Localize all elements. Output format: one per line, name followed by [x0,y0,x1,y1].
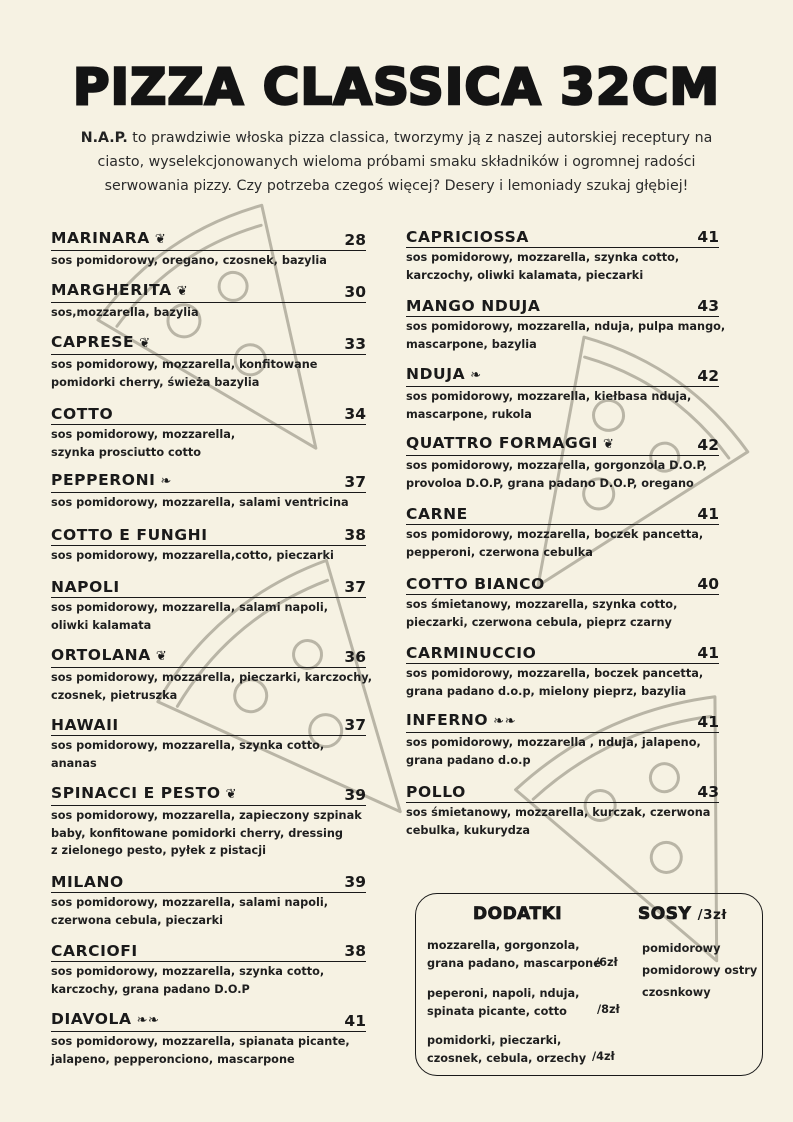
menu-item-description-line: sos pomidorowy, mozzarella, salami napoli, [51,896,329,909]
menu-item-description-line: sos pomidorowy, mozzarella, kiełbasa nduja, [406,390,692,403]
chili-icon: ❧ [470,368,482,383]
brand-name: N.A.P. [80,130,128,146]
menu-item-description-line: baby, konfitowane pomidorki cherry, dressing [51,826,344,840]
menu-item-header [406,643,719,664]
addon-price: /6zł [595,956,618,969]
menu-item-price: 38 [344,526,366,544]
menu-item-price: 42 [697,436,719,454]
menu-item-description [51,1033,366,1068]
menu-item-name [51,228,166,250]
menu-item-description-line: sos pomidorowy, mozzarella, zapieczony szpinak [51,809,362,822]
menu-item [406,227,719,284]
menu-item-description-line: pomidorki cherry, świeża bazylia [51,375,260,389]
menu-item-description [406,526,719,561]
menu-item-description [406,388,719,423]
sauces-price: /3zł [697,907,727,923]
menu-item-description-line: provoloa D.O.P, grana padano D.O.P, oregano [406,476,694,490]
menu-item-name [51,872,124,892]
menu-item-description-line: z zielonego pesto, pyłek z pistacji [51,844,266,857]
menu-item-name [51,404,113,424]
menu-item-header [51,647,366,668]
menu-item-price: 41 [697,713,719,731]
menu-item-description-line: sos pomidorowy, mozzarella, pieczarki, karczochy, [51,671,373,684]
menu-item-header [406,296,719,317]
menu-item [51,472,366,512]
menu-item-description [51,894,366,929]
menu-item-name-text: CARCIOFI [51,942,138,960]
menu-item-header [51,404,366,425]
leaf-icon: ❦ [176,284,189,299]
menu-item-price: 28 [344,231,366,249]
menu-item-price: 39 [344,786,366,804]
menu-item [406,574,719,631]
addon-group [427,1032,586,1067]
menu-item [51,646,373,704]
menu-item-description-line: pepperoni, czerwona cebulka [406,545,593,559]
menu-item-name [51,783,237,805]
menu-item-name-text: MARGHERITA [51,281,172,299]
double-chili-icon: ❧❧ [493,714,517,729]
menu-item-name [51,577,120,597]
menu-item-description-line: karczochy, grana padano D.O.P [51,982,250,996]
menu-item-name-text: CAPRICIOSSA [406,228,529,246]
menu-item-header [406,227,719,248]
menu-item-price: 40 [697,575,719,593]
menu-item-price: 43 [697,783,719,801]
leaf-icon: ❦ [155,649,168,664]
menu-item-price: 39 [344,873,366,891]
menu-item-price: 42 [697,367,719,385]
leaf-icon: ❦ [139,336,151,351]
menu-item-name [51,470,172,492]
menu-item-name [51,280,188,302]
menu-item-name [51,715,119,735]
menu-item-header [51,872,366,893]
menu-item-price: 33 [344,335,366,353]
menu-item-name-text: CAPRESE [51,333,135,351]
menu-item-description [406,318,726,353]
menu-item-description-line: sos pomidorowy, mozzarella , nduja, jalapeno, [406,736,701,749]
menu-item-name-text: COTTO [51,405,114,423]
intro-line: serwowania pizzy. Czy potrzeba czegoś więcej? Desery i lemoniady szukaj głębiej! [104,178,689,194]
menu-item [51,525,366,565]
menu-item-name [406,574,545,594]
menu-item-name [406,710,516,732]
menu-item [51,230,366,270]
menu-item-name [51,645,167,667]
menu-item [51,941,366,998]
menu-item-description [406,665,719,700]
chili-icon: ❧ [160,474,173,489]
menu-item [51,404,366,461]
menu-item-description-line: sos pomidorowy, mozzarella, salami ventricina [51,496,349,509]
sauce-item: czosnkowy [642,986,711,999]
menu-item-name-text: MARINARA [51,229,150,247]
menu-item-name [406,296,540,316]
menu-item-description-line: sos śmietanowy, mozzarella, szynka cotto, [406,598,678,611]
menu-item-description [406,804,719,839]
menu-item-description [51,547,366,565]
menu-item-name [406,643,536,663]
menu-item-description-line: sos,mozzarella, bazylia [51,306,199,319]
menu-item-description [51,669,373,704]
menu-item-header [406,782,719,803]
menu-item-description-line: sos pomidorowy, mozzarella, szynka cotto, [51,739,325,752]
menu-item-price: 34 [344,405,366,423]
menu-item-name-text: ORTOLANA [51,646,151,664]
menu-item-description-line: sos śmietanowy, mozzarella, kurczak, czerwona [406,806,711,819]
menu-item-name [406,782,466,802]
menu-item-name-text: CARMINUCCIO [406,644,537,662]
menu-item-description-line: sos pomidorowy, mozzarella, szynka cotto, [51,965,325,978]
menu-item-description-line: sos pomidorowy, mozzarella, salami napoli, [51,601,329,614]
menu-item-name [406,433,615,455]
menu-item-header [51,472,366,493]
menu-item-name-text: SPINACCI E PESTO [51,784,221,802]
menu-item-name [406,364,482,386]
menu-item-description-line: sos pomidorowy, mozzarella, gorgonzola D.O.P, [406,459,707,472]
addon-line: spinata picante, cotto [427,1004,567,1018]
menu-item-name-text: PEPPERONI [51,471,156,489]
menu-item-header [51,1011,366,1032]
menu-item-description-line: sos pomidorowy, mozzarella, boczek pancetta, [406,667,704,680]
menu-item-description [406,249,719,284]
menu-item-description-line: jalapeno, pepperonciono, mascarpone [51,1052,295,1066]
menu-item-description-line: sos pomidorowy, mozzarella,cotto, pieczarki [51,549,334,562]
addons-box [415,893,763,1076]
menu-item-description [406,457,719,492]
menu-item-name [51,1009,160,1031]
menu-item [51,785,366,860]
menu-item-name-text: MILANO [51,873,124,891]
menu-item-description-line: ananas [51,756,97,770]
menu-item-name [51,525,208,545]
addons-title: DODATKI [473,904,563,924]
double-chili-icon: ❧❧ [136,1013,160,1028]
menu-item-header [51,785,366,806]
menu-item-description-line: mascarpone, bazylia [406,337,537,351]
menu-item-description-line: oliwki kalamata [51,618,152,632]
sauces-title-text: SOSY [638,904,692,924]
menu-item-header [51,230,366,251]
addon-group [427,937,601,972]
menu-item [406,296,726,353]
menu-item-description [51,963,366,998]
intro-line: ciasto, wyselekcjonowanych wieloma próbami smaku składników i ogromnej radości [97,154,696,170]
menu-item-header [51,715,366,736]
menu-item-description-line: pieczarki, czerwona cebula, pieprz czarny [406,615,672,629]
menu-item-description [51,356,366,391]
menu-item-name-text: MANGO NDUJA [406,297,541,315]
menu-item-name [51,941,138,961]
menu-item-description-line: mascarpone, rukola [406,407,532,421]
menu-item [406,504,719,561]
menu-item-price: 41 [697,228,719,246]
menu-item-price: 38 [344,942,366,960]
leaf-icon: ❦ [154,232,167,247]
menu-item-description [51,426,366,461]
menu-item-description-line: sos pomidorowy, mozzarella, [51,428,236,441]
menu-item-name-text: INFERNO [406,711,489,729]
menu-item-header [406,435,719,456]
intro-line: to prawdziwie włoska pizza classica, tworzymy ją z naszej autorskiej receptury na [127,130,713,146]
menu-item-description [51,737,366,772]
menu-item-price: 30 [344,283,366,301]
menu-item-header [51,334,366,355]
sauce-item: pomidorowy ostry [642,964,758,977]
menu-item-description-line: czerwona cebula, pieczarki [51,913,223,927]
menu-item [406,366,719,423]
menu-item-description-line: grana padano d.o.p [406,753,531,767]
addon-line: grana padano, mascarpone [427,956,601,970]
menu-item-price: 43 [697,297,719,315]
leaf-icon: ❦ [603,437,615,452]
menu-item-name-text: NDUJA [406,365,466,383]
menu-item-description [406,734,719,769]
addon-price: /8zł [597,1003,620,1016]
menu-item-header [51,282,366,303]
menu-item-header [51,577,366,598]
menu-item-description-line: grana padano d.o.p, mielony pieprz, bazylia [406,684,687,698]
menu-item-description-line: sos pomidorowy, oregano, czosnek, bazylia [51,254,327,267]
menu-item-description [51,252,366,270]
menu-item-header [406,366,719,387]
menu-item-price: 37 [344,578,366,596]
menu-item-name-text: QUATTRO FORMAGGI [406,434,599,452]
leaf-icon: ❦ [225,787,238,802]
menu-item-description-line: sos pomidorowy, mozzarella, nduja, pulpa mango, [406,320,726,333]
addon-line: mozzarella, gorgonzola, [427,939,580,952]
menu-item-name-text: COTTO BIANCO [406,575,545,593]
menu-item-price: 36 [344,648,366,666]
menu-item-price: 41 [697,505,719,523]
sauces-title [638,904,727,924]
addon-price: /4zł [592,1050,615,1063]
menu-item [406,643,719,700]
menu-item-header [51,525,366,546]
menu-item-description [51,494,366,512]
menu-item-header [406,712,719,733]
menu-item-description-line: karczochy, oliwki kalamata, pieczarki [406,268,644,282]
menu-item [51,577,366,634]
menu-item-name-text: NAPOLI [51,578,120,596]
menu-item-header [406,574,719,595]
menu-item-name-text: COTTO E FUNGHI [51,526,208,544]
sauce-item: pomidorowy [642,942,721,955]
menu-item-price: 41 [344,1012,366,1030]
menu-item [406,435,719,492]
menu-item-description [406,596,719,631]
menu-item-description [51,807,366,860]
menu-item-price: 41 [697,644,719,662]
menu-item-description-line: sos pomidorowy, mozzarella, boczek pancetta, [406,528,704,541]
menu-item-name-text: POLLO [406,783,466,801]
menu-item-name-text: CARNE [406,505,468,523]
page-title: PIZZA CLASSICA 32CM [72,58,721,116]
addon-line: pomidorki, pieczarki, [427,1034,562,1047]
menu-item [51,715,366,772]
menu-item [51,872,366,929]
menu-item-description-line: sos pomidorowy, mozzarella, szynka cotto, [406,251,680,264]
menu-item-name-text: DIAVOLA [51,1010,132,1028]
menu-item [406,712,719,769]
menu-item-header [406,504,719,525]
addon-line: peperoni, napoli, nduja, [427,987,580,1000]
menu-item-price: 37 [344,716,366,734]
menu-item-name-text: HAWAII [51,716,119,734]
menu-item [51,1011,366,1068]
menu-item-name [406,504,468,524]
menu-item-description [51,599,366,634]
addon-group [427,985,579,1020]
menu-item-description-line: czosnek, pietruszka [51,688,178,702]
menu-item-header [51,941,366,962]
menu-item-price: 37 [344,473,366,491]
menu-item-description-line: szynka prosciutto cotto [51,445,202,459]
intro-text [70,126,723,198]
addon-line: czosnek, cebula, orzechy [427,1051,587,1065]
menu-item-description-line: cebulka, kukurydza [406,823,531,837]
menu-item-description [51,304,366,322]
menu-item-description-line: sos pomidorowy, mozzarella, spianata picante, [51,1035,350,1048]
menu-item [51,282,366,322]
menu-item [51,334,366,391]
menu-item-name [51,332,151,354]
menu-item-description-line: sos pomidorowy, mozzarella, konfitowane [51,358,318,371]
menu-item [406,782,719,839]
menu-item-name [406,227,529,247]
